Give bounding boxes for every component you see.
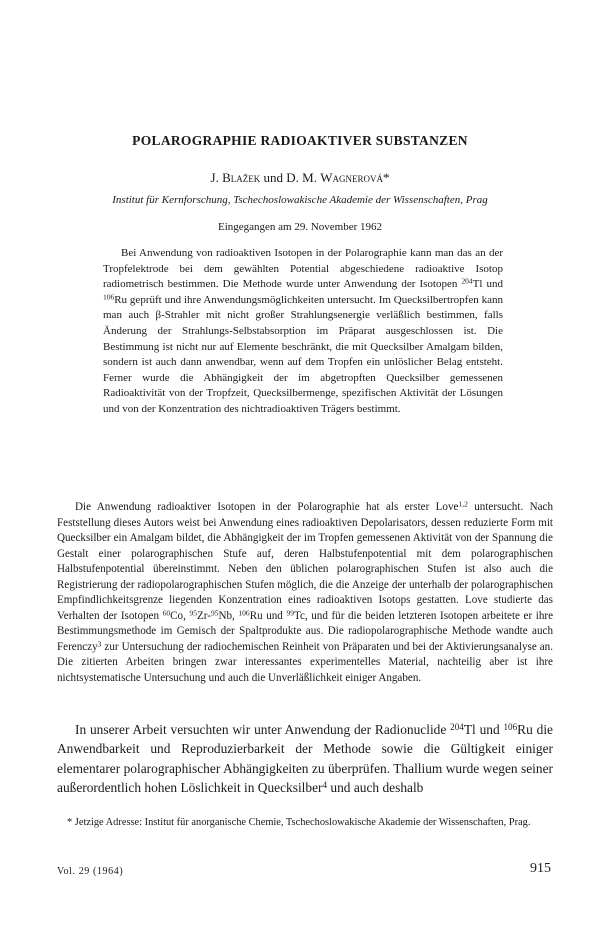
footnote-marker: *	[67, 817, 73, 828]
body-text: untersucht. Nach Feststellung dieses Autors weist bei Anwendung eines radioaktiven Depolarisators, dessen reduzierte Form mit Quecksilber ein Amalgam bildet, die Abhängigkeit der im Tropfen gemessenen Aktivität von der Spannung die Gestalt einer polarographischen Stufe auf, deren Halbstufenpotential mit dem polarographischen Halbstufenpotential übereinstimmt. Neben den üblichen polarographischen Stufen ist also auch die Registrierung der radiopolarographischen Stufen möglich, die die Anzeige der unterhalb der polarographischen Empfindlichkeitsgrenze liegenden Konzentration eines radioaktiven Isotops gestatten. Love studierte das Verhalten der Isotopen	[57, 501, 553, 622]
body-text: Nb,	[218, 609, 239, 622]
reference-marker: 3	[97, 639, 102, 649]
body-text: Tc, und für die beiden letzteren Isotopen arbeitete er ihre Bestimmungsmethode im Gemisch der Spaltprodukte aus. Die radiopolarographische Methode wandte auch Ferenczy	[57, 609, 553, 653]
author1-initial: J.	[210, 170, 223, 185]
isotope-mass-number: 106	[503, 721, 518, 732]
footnote	[57, 816, 553, 830]
body-text: Co,	[170, 609, 190, 622]
journal-volume: Vol. 29 (1964)	[57, 866, 124, 877]
author1-name: Blažek	[222, 170, 261, 185]
isotope-mass-number: 95	[210, 608, 219, 618]
body-text: In unserer Arbeit versuchten wir unter Anwendung der Radionuclide	[75, 722, 451, 737]
isotope-mass-number: 204	[450, 721, 464, 732]
abstract-text: Ru geprüft und ihre Anwendungsmöglichkeiten untersucht. Im Quecksilbertropfen kann man auch β-Strahler mit nicht großer Strahlungsenergie verläßlich bestimmen, falls Änderung der Strahlungs-Selbstabsorption im Präparat ausgeschlossen ist. Die Bestimmung ist nicht nur auf Elemente beschränkt, die mit Quecksilber Amalgam bilden, sondern ist auch dann anwendbar, wenn auf dem Tropfen ein unlöslicher Belag entsteht. Ferner wurde die Abhängigkeit der im abgetropften Quecksilber gemessenen Radioaktivität von der Tropfzeit, Quecksilbermenge, spezifischen Aktivität der Lösungen und von der Konzentration des nichtradioaktiven Trägers bestimmt.	[103, 293, 503, 415]
abstract-paragraph	[103, 246, 503, 418]
abstract-text: Tl und	[472, 278, 504, 291]
author-footnote-marker: *	[382, 170, 390, 185]
authors-connector: und D. M.	[260, 170, 321, 185]
isotope-mass-number: 99	[286, 608, 294, 618]
isotope-mass-number: 95	[189, 608, 197, 618]
isotope-mass-number: 60	[162, 608, 171, 618]
author-affiliation: Institut für Kernforschung, Tschechoslowakische Akademie der Wissenschaften, Prag	[112, 194, 488, 206]
body-text: Ru und	[249, 609, 287, 622]
body-text: Die Anwendung radioaktiver Isotopen in der Polarographie hat als erster Love	[75, 501, 459, 513]
reference-marker: 1,2	[458, 499, 468, 509]
intro-paragraph	[57, 500, 553, 687]
body-paragraph	[57, 720, 553, 797]
reference-marker: 4	[322, 779, 328, 790]
article-authors	[0, 170, 600, 186]
footnote-text: Jetzige Adresse: Institut für anorganische Chemie, Tschechoslowakische Akademie der Wissenschaften, Prag.	[72, 817, 531, 828]
isotope-mass-number: 204	[461, 276, 473, 286]
body-text: und auch deshalb	[327, 779, 424, 795]
body-text: Ru die Anwendbarkeit und Reproduzierbarkeit der Methode sowie die Gültigkeit einiger elementarer polarographischer Abhängigkeiten zu überprüfen. Thallium wurde wegen seiner außerordentlich hohen Löslichkeit in Quecksilber	[57, 722, 553, 795]
page-number: 915	[530, 861, 551, 876]
body-text: Zr-	[196, 609, 211, 622]
isotope-mass-number: 106	[103, 292, 115, 302]
received-date: Eingegangen am 29. November 1962	[217, 221, 383, 233]
author2-name: Wagnerová	[320, 170, 383, 185]
body-text: Tl und	[463, 722, 504, 737]
body-text: zur Untersuchung der radiochemischen Reinheit von Präparaten und bei der Aktivierungsanalyse an. Die zitierten Arbeiten bringen zwar interessantes experimentelles Material, nachteilig aber ist ihre nichtsystematische Untersuchung und auch die Unverläßlichkeit einiger Angaben.	[57, 640, 553, 685]
article-title: POLAROGRAPHIE RADIOAKTIVER SUBSTANZEN	[132, 133, 468, 148]
isotope-mass-number: 106	[238, 608, 250, 618]
abstract-text: Bei Anwendung von radioaktiven Isotopen in der Polarographie kann man das an der Tropfelektrode bei dem gewählten Potential abgeschiedene radioaktive Isotop radiometrisch bestimmen. Die Methode wurde unter Anwendung der Isotopen	[103, 247, 503, 291]
